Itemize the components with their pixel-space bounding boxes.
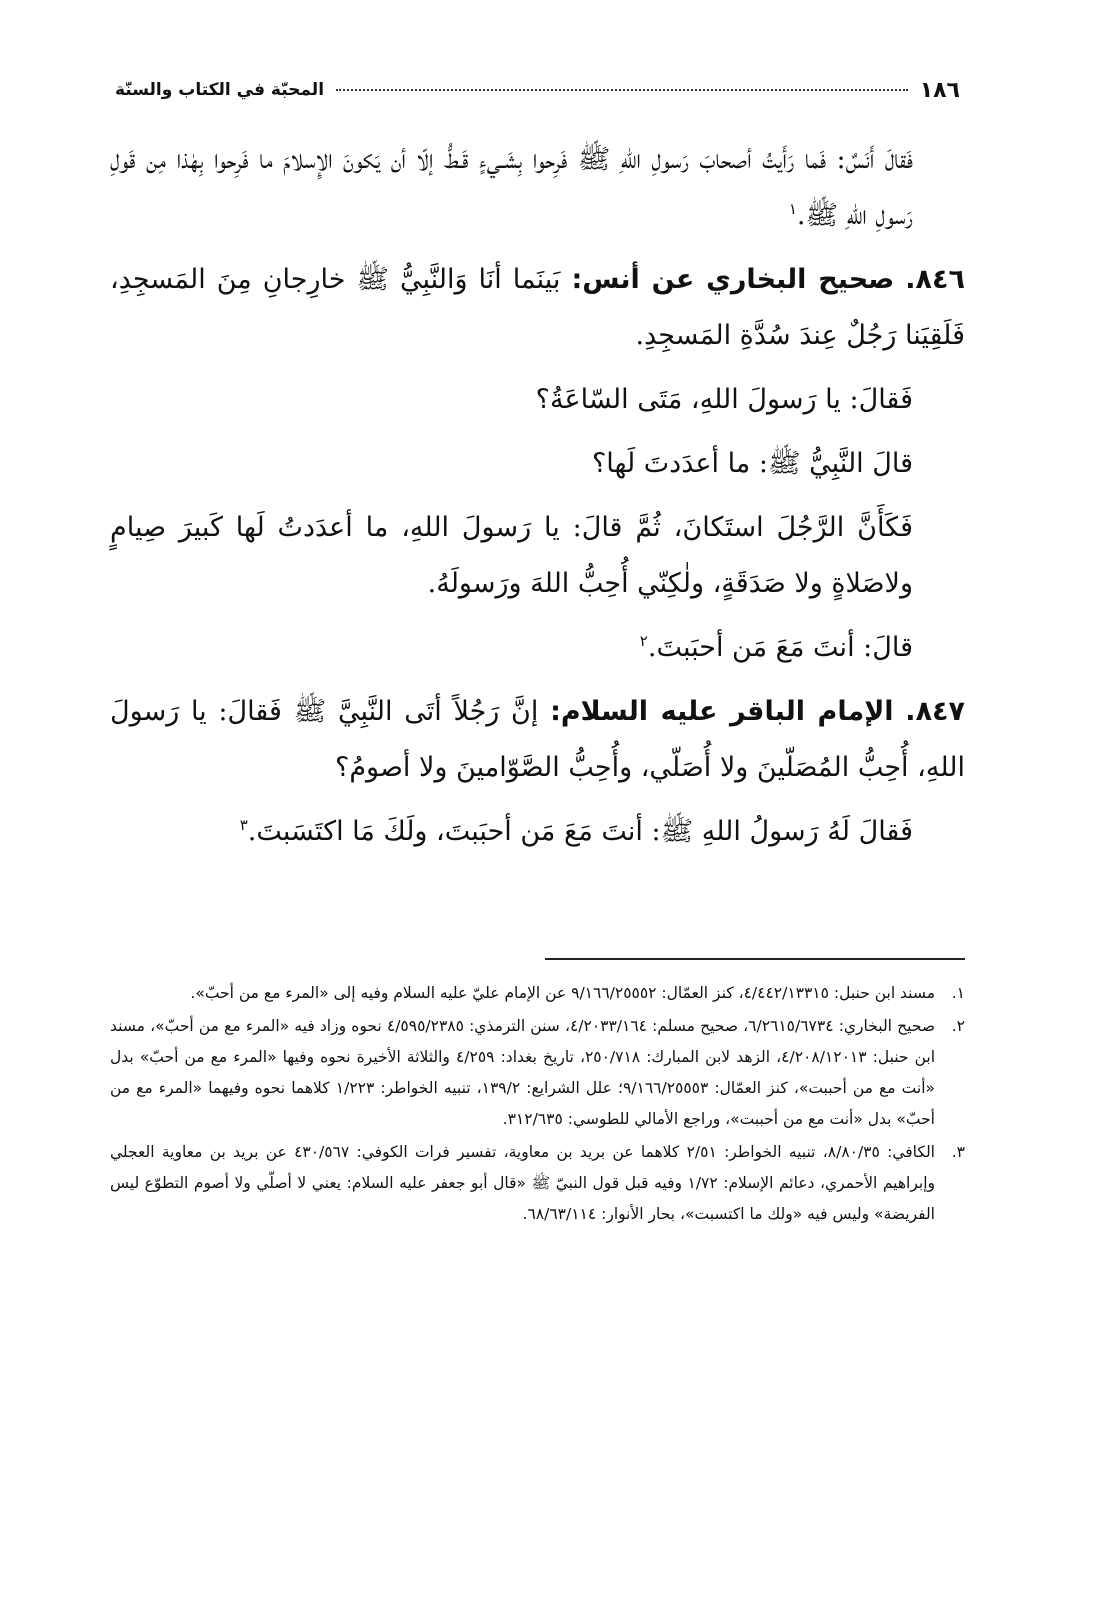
footnote-text: مسند ابن حنبل: ٤/٤٤٢/١٣٣١٥، كنز العمّال: ٩/١٦٦/٢٥٥٥٢ عن الإمام عليّ عليه السلام وفيه إلى «المرء مع من أحبّ». — [190, 984, 935, 1002]
footnotes — [110, 978, 965, 1232]
paragraph-text: قالَ النَّبِيُّ ﷺ: ما أعدَدتَ لَها؟ — [591, 448, 913, 479]
paragraph-text: فَقالَ: يا رَسولَ اللهِ، مَتَى السّاعَةُ؟ — [535, 384, 913, 415]
footnote-separator — [545, 958, 965, 960]
footnote-marker: ٢ — [639, 632, 648, 650]
paragraph-man-reply — [110, 500, 965, 612]
footnote-item — [110, 978, 965, 1009]
running-title: المحبّة في الكتاب والسنّة — [115, 80, 325, 100]
footnote-marker: ٣ — [239, 816, 248, 834]
paragraph-846-conclusion — [110, 620, 965, 676]
paragraph-text: فَقالَ لَهُ رَسولُ اللهِ ﷺ: أنتَ مَعَ مَن أحبَبتَ، ولَكَ مَا اكتَسَبتَ. — [247, 816, 913, 847]
hadith-text: إنَّ رَجُلاً أتَى النَّبِيَّ ﷺ فَقالَ: يا رَسولَ اللهِ، أُحِبُّ المُصَلّينَ ولا أُصَلّي، وأُحِبُّ الصَّوّامينَ ولا أصومُ؟ — [110, 696, 965, 783]
hadith-847 — [110, 684, 965, 796]
footnote-marker: ١ — [788, 200, 797, 218]
paragraph-text: فَكَأَنَّ الرَّجُلَ استَكانَ، ثُمَّ قالَ: يا رَسولَ اللهِ، ما أعدَدتُ لَها كَبيرَ صِيامٍ ولاصَلاةٍ ولا صَدَقَةٍ، ولٰكِنّي أُحِبُّ اللهَ ورَسولَهُ. — [110, 512, 913, 599]
hadith-text: بَينَما أنَا وَالنَّبِيُّ ﷺ خارِجانِ مِنَ المَسجِدِ، فَلَقِيَنا رَجُلٌ عِندَ سُدَّةِ المَسجِدِ. — [110, 264, 965, 351]
footnote-text: الكافي: ٨/٨٠/٣٥، تنبيه الخواطر: ٢/٥١ كلاهما عن بريد بن معاوية، تفسير فرات الكوفي: ٤٣٠/٥٦٧ عن بريد بن معاوية العجلي وإبراهيم الأحمري، دعائم الإسلام: ١/٧٢ وفيه قبل قول النبيّ ﷺ «قال أبو جعفر عليه السلام: يعني لا أصلّي ولا أصوم التطوّع ليس الفريضة» وليس فيه «ولك ما اكتسبت»، بحار الأنوار: ٦٨/٦٣/١١٤. — [110, 1143, 935, 1223]
paragraph-anas-statement — [110, 132, 965, 244]
paragraph-847-conclusion — [110, 804, 965, 860]
header-dotted-rule — [336, 89, 908, 91]
paragraph-text: فَقالَ أَنَسٌ: فَما رَأَيتُ أصحابَ رَسولِ اللهِ ﷺ فَرِحوا بِشَـيءٍ قَـطُّ إلّا أن يَكونَ الإِسلامَ ما فَرِحوا بِهٰذا مِن قَولِ رَسولِ اللهِ ﷺ. — [110, 144, 913, 231]
page-header — [115, 70, 960, 110]
footnote-text: صحيح البخاري: ٦/٢٦١٥/٦٧٣٤، صحيح مسلم: ٤/٢٠٣٣/١٦٤، سنن الترمذي: ٤/٥٩٥/٢٣٨٥ نحوه وزاد فيه «المرء مع من أحبّ»، مسند ابن حنبل: ٤/٢٠٨/١٢٠١٣، الزهد لابن المبارك: ٢٥٠/٧١٨، تاريخ بغداد: ٤/٢٥٩ والثلاثة الأخيرة نحوه وفيها «المرء مع من أحبّ» بدل «أنت مع من أحببت»، كنز العمّال: ٩/١٦٦/٢٥٥٥٣؛ علل الشرايع: ١٣٩/٢، تنبيه الخواطر: ١/٢٢٣ كلاهما نحوه وفيهما «المرء مع من أحبّ» بدل «أنت مع من أحببت»، وراجع الأمالي للطوسي: ٣١٢/٦٣٥. — [110, 1017, 936, 1128]
footnote-item — [110, 1011, 965, 1135]
footnote-number: ١. — [951, 984, 965, 1002]
hadith-source: الإمام الباقر عليه السلام: — [550, 696, 894, 727]
footnote-number: ٢. — [951, 1017, 965, 1035]
paragraph-question — [110, 372, 965, 428]
hadith-846 — [110, 252, 965, 364]
hadith-number: ٨٤٧. — [905, 696, 966, 727]
footnote-item — [110, 1137, 965, 1230]
hadith-source: صحيح البخاري عن أنس: — [571, 264, 895, 295]
footnote-number: ٣. — [951, 1143, 965, 1161]
page-number: ١٨٦ — [919, 77, 960, 103]
main-text — [110, 132, 965, 868]
paragraph-prophet-reply — [110, 436, 965, 492]
hadith-number: ٨٤٦. — [905, 264, 965, 295]
paragraph-text: قالَ: أنتَ مَعَ مَن أحبَبتَ. — [647, 632, 913, 663]
